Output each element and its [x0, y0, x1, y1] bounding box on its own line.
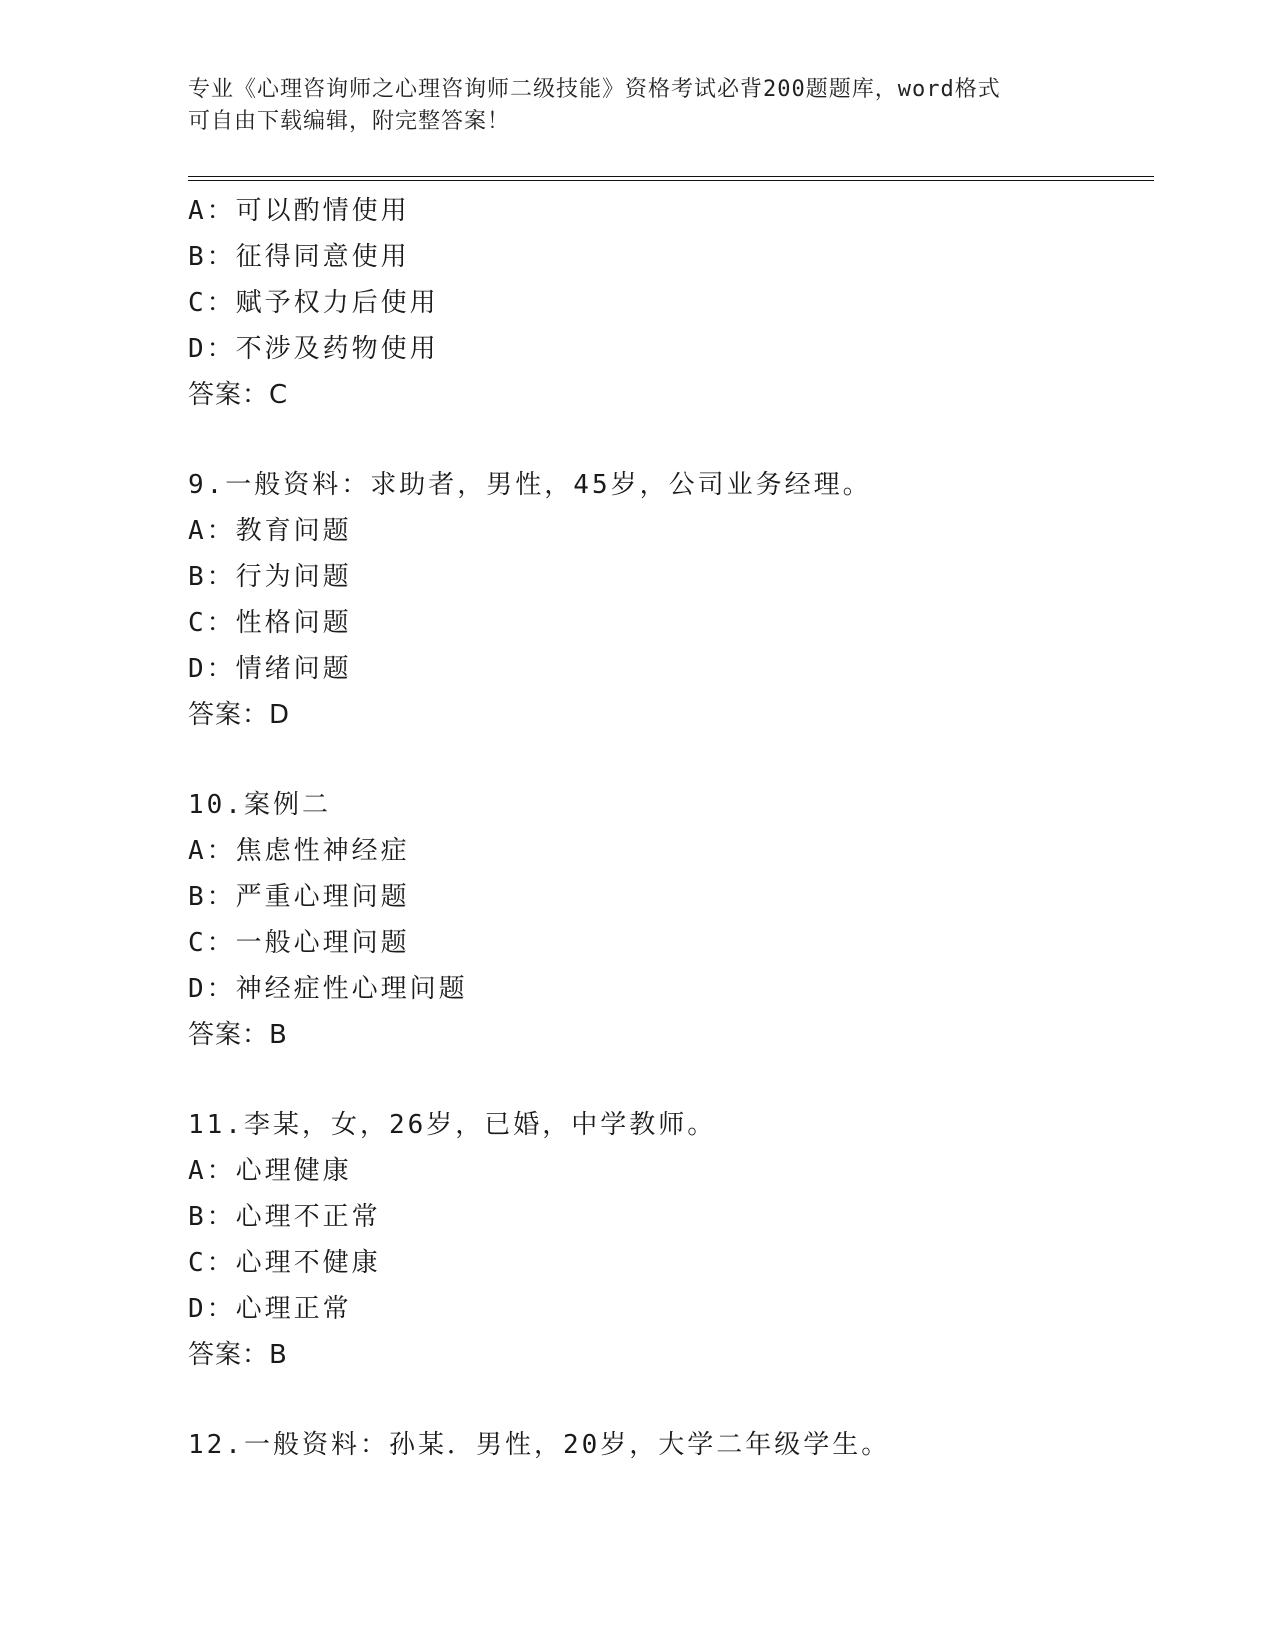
- header-divider: [188, 176, 1154, 181]
- question-block: [188, 188, 1148, 418]
- option-c: C：性格问题: [188, 608, 352, 638]
- answer-line: 答案：D: [188, 700, 291, 730]
- option-d: D：情绪问题: [188, 654, 352, 684]
- question-block: [188, 782, 1148, 1058]
- spacer: [188, 418, 1148, 462]
- question-text: 12.一般资料：孙某．男性，20岁，大学二年级学生。: [188, 1430, 891, 1460]
- option-b: B：征得同意使用: [188, 242, 410, 272]
- option-c: C：一般心理问题: [188, 928, 410, 958]
- option-b: B：行为问题: [188, 562, 352, 592]
- question-list: [188, 188, 1148, 1468]
- answer-line: 答案：B: [188, 1020, 288, 1050]
- option-a: A：焦虑性神经症: [188, 836, 410, 866]
- option-b: B：心理不正常: [188, 1202, 381, 1232]
- question-text: 11.李某，女，26岁，已婚，中学教师。: [188, 1110, 717, 1140]
- spacer: [188, 1378, 1148, 1422]
- option-b: B：严重心理问题: [188, 882, 410, 912]
- option-a: A：可以酌情使用: [188, 196, 410, 226]
- header-line-2: 可自由下载编辑，附完整答案！: [188, 109, 511, 134]
- option-c: C：心理不健康: [188, 1248, 381, 1278]
- spacer: [188, 738, 1148, 782]
- option-d: D：不涉及药物使用: [188, 334, 439, 364]
- option-a: A：心理健康: [188, 1156, 352, 1186]
- answer-line: 答案：B: [188, 1340, 288, 1370]
- document-header: [188, 74, 1088, 138]
- question-block: [188, 1102, 1148, 1378]
- question-text: 10.案例二: [188, 790, 331, 820]
- option-a: A：教育问题: [188, 516, 352, 546]
- question-text: 9.一般资料：求助者，男性，45岁，公司业务经理。: [188, 470, 872, 500]
- option-d: D：心理正常: [188, 1294, 352, 1324]
- spacer: [188, 1058, 1148, 1102]
- answer-line: 答案：C: [188, 380, 289, 410]
- header-line-1: 专业《心理咨询师之心理咨询师二级技能》资格考试必背200题题库，word格式: [188, 77, 1001, 102]
- question-block: [188, 1422, 1148, 1468]
- question-block: [188, 462, 1148, 738]
- option-c: C：赋予权力后使用: [188, 288, 439, 318]
- option-d: D：神经症性心理问题: [188, 974, 468, 1004]
